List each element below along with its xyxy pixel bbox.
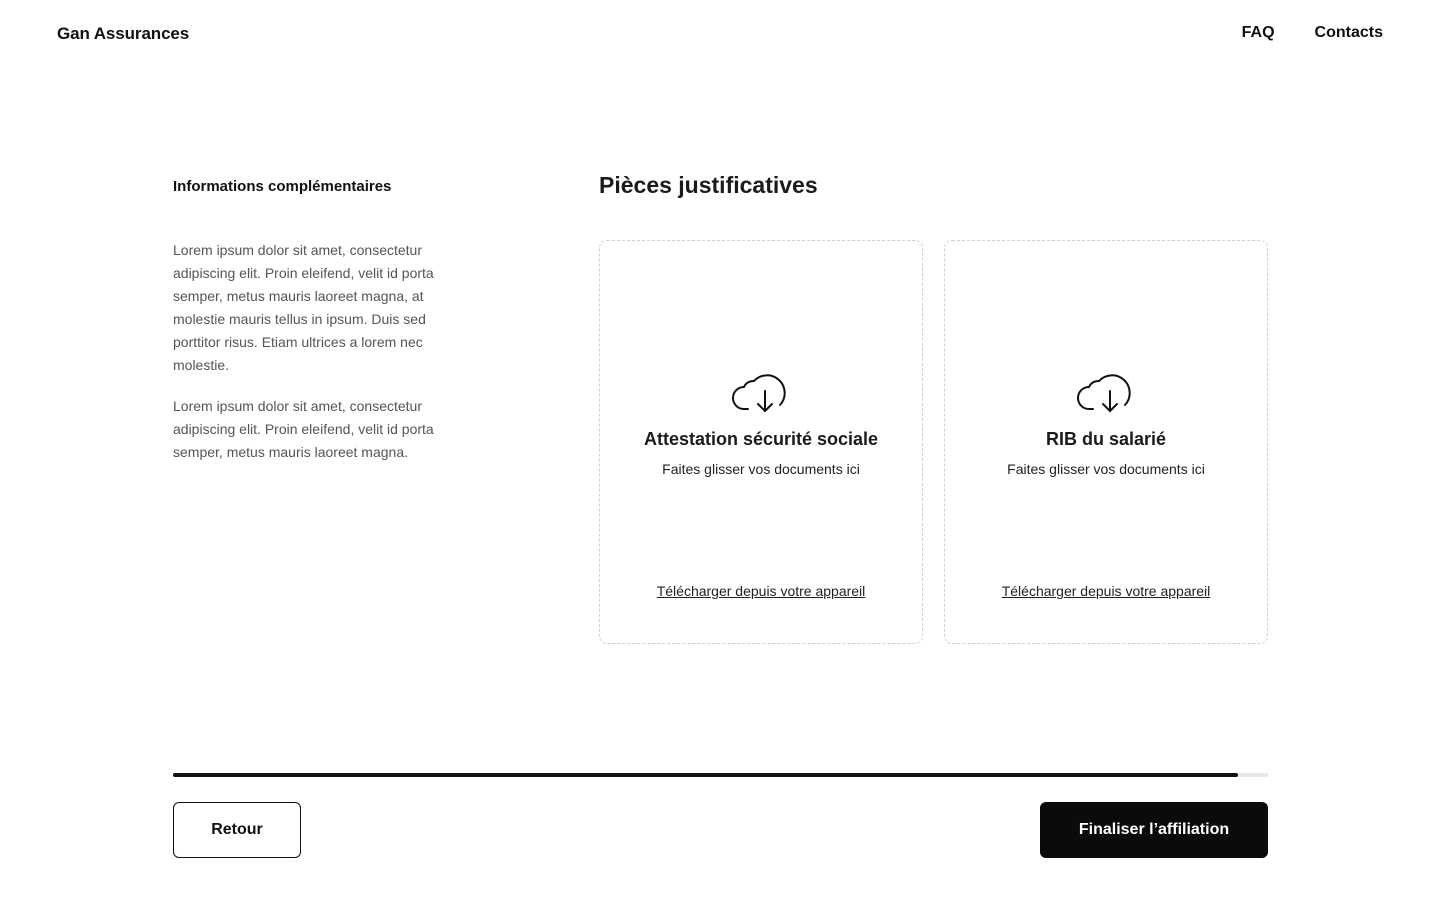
upload-cards [599, 240, 1268, 644]
brand-logo-text[interactable]: Gan Assurances [57, 24, 190, 43]
cloud-download-icon [1075, 369, 1137, 417]
sidebar-paragraph: Lorem ipsum dolor sit amet, consectetur adipiscing elit. Proin eleifend, velit id porta semper, metus mauris laoreet magna, at molestie mauris tellus in ipsum. Duis sed porttitor risus. Etiam ultrices a lorem nec molestie. [173, 242, 434, 373]
nav-link-faq[interactable]: FAQ [1241, 24, 1275, 41]
progress-bar [173, 773, 1268, 777]
upload-title: Attestation sécurité sociale [643, 429, 879, 449]
cloud-download-icon [730, 369, 792, 417]
upload-from-device-link[interactable]: Télécharger depuis votre appareil [1001, 583, 1211, 599]
sidebar-title: Informations complémentaires [173, 178, 392, 195]
upload-title: RIB du salarié [1045, 429, 1167, 449]
finalize-affiliation-button[interactable]: Finaliser l’affiliation [1040, 802, 1268, 858]
upload-from-device-link[interactable]: Télécharger depuis votre appareil [656, 583, 866, 599]
sidebar-paragraph: Lorem ipsum dolor sit amet, consectetur adipiscing elit. Proin eleifend, velit id porta semper, metus mauris laoreet magna. [173, 398, 434, 460]
upload-dropzone-attestation[interactable] [599, 240, 923, 644]
progress-fill [173, 773, 1238, 777]
page-title: Pièces justificatives [599, 172, 818, 198]
upload-hint: Faites glisser vos documents ici [662, 461, 860, 477]
top-nav [1242, 24, 1383, 42]
back-button[interactable]: Retour [173, 802, 301, 858]
nav-link-contacts[interactable]: Contacts [1314, 24, 1383, 41]
upload-dropzone-rib[interactable] [944, 240, 1268, 644]
upload-hint: Faites glisser vos documents ici [1007, 461, 1205, 477]
info-sidebar [173, 178, 473, 482]
